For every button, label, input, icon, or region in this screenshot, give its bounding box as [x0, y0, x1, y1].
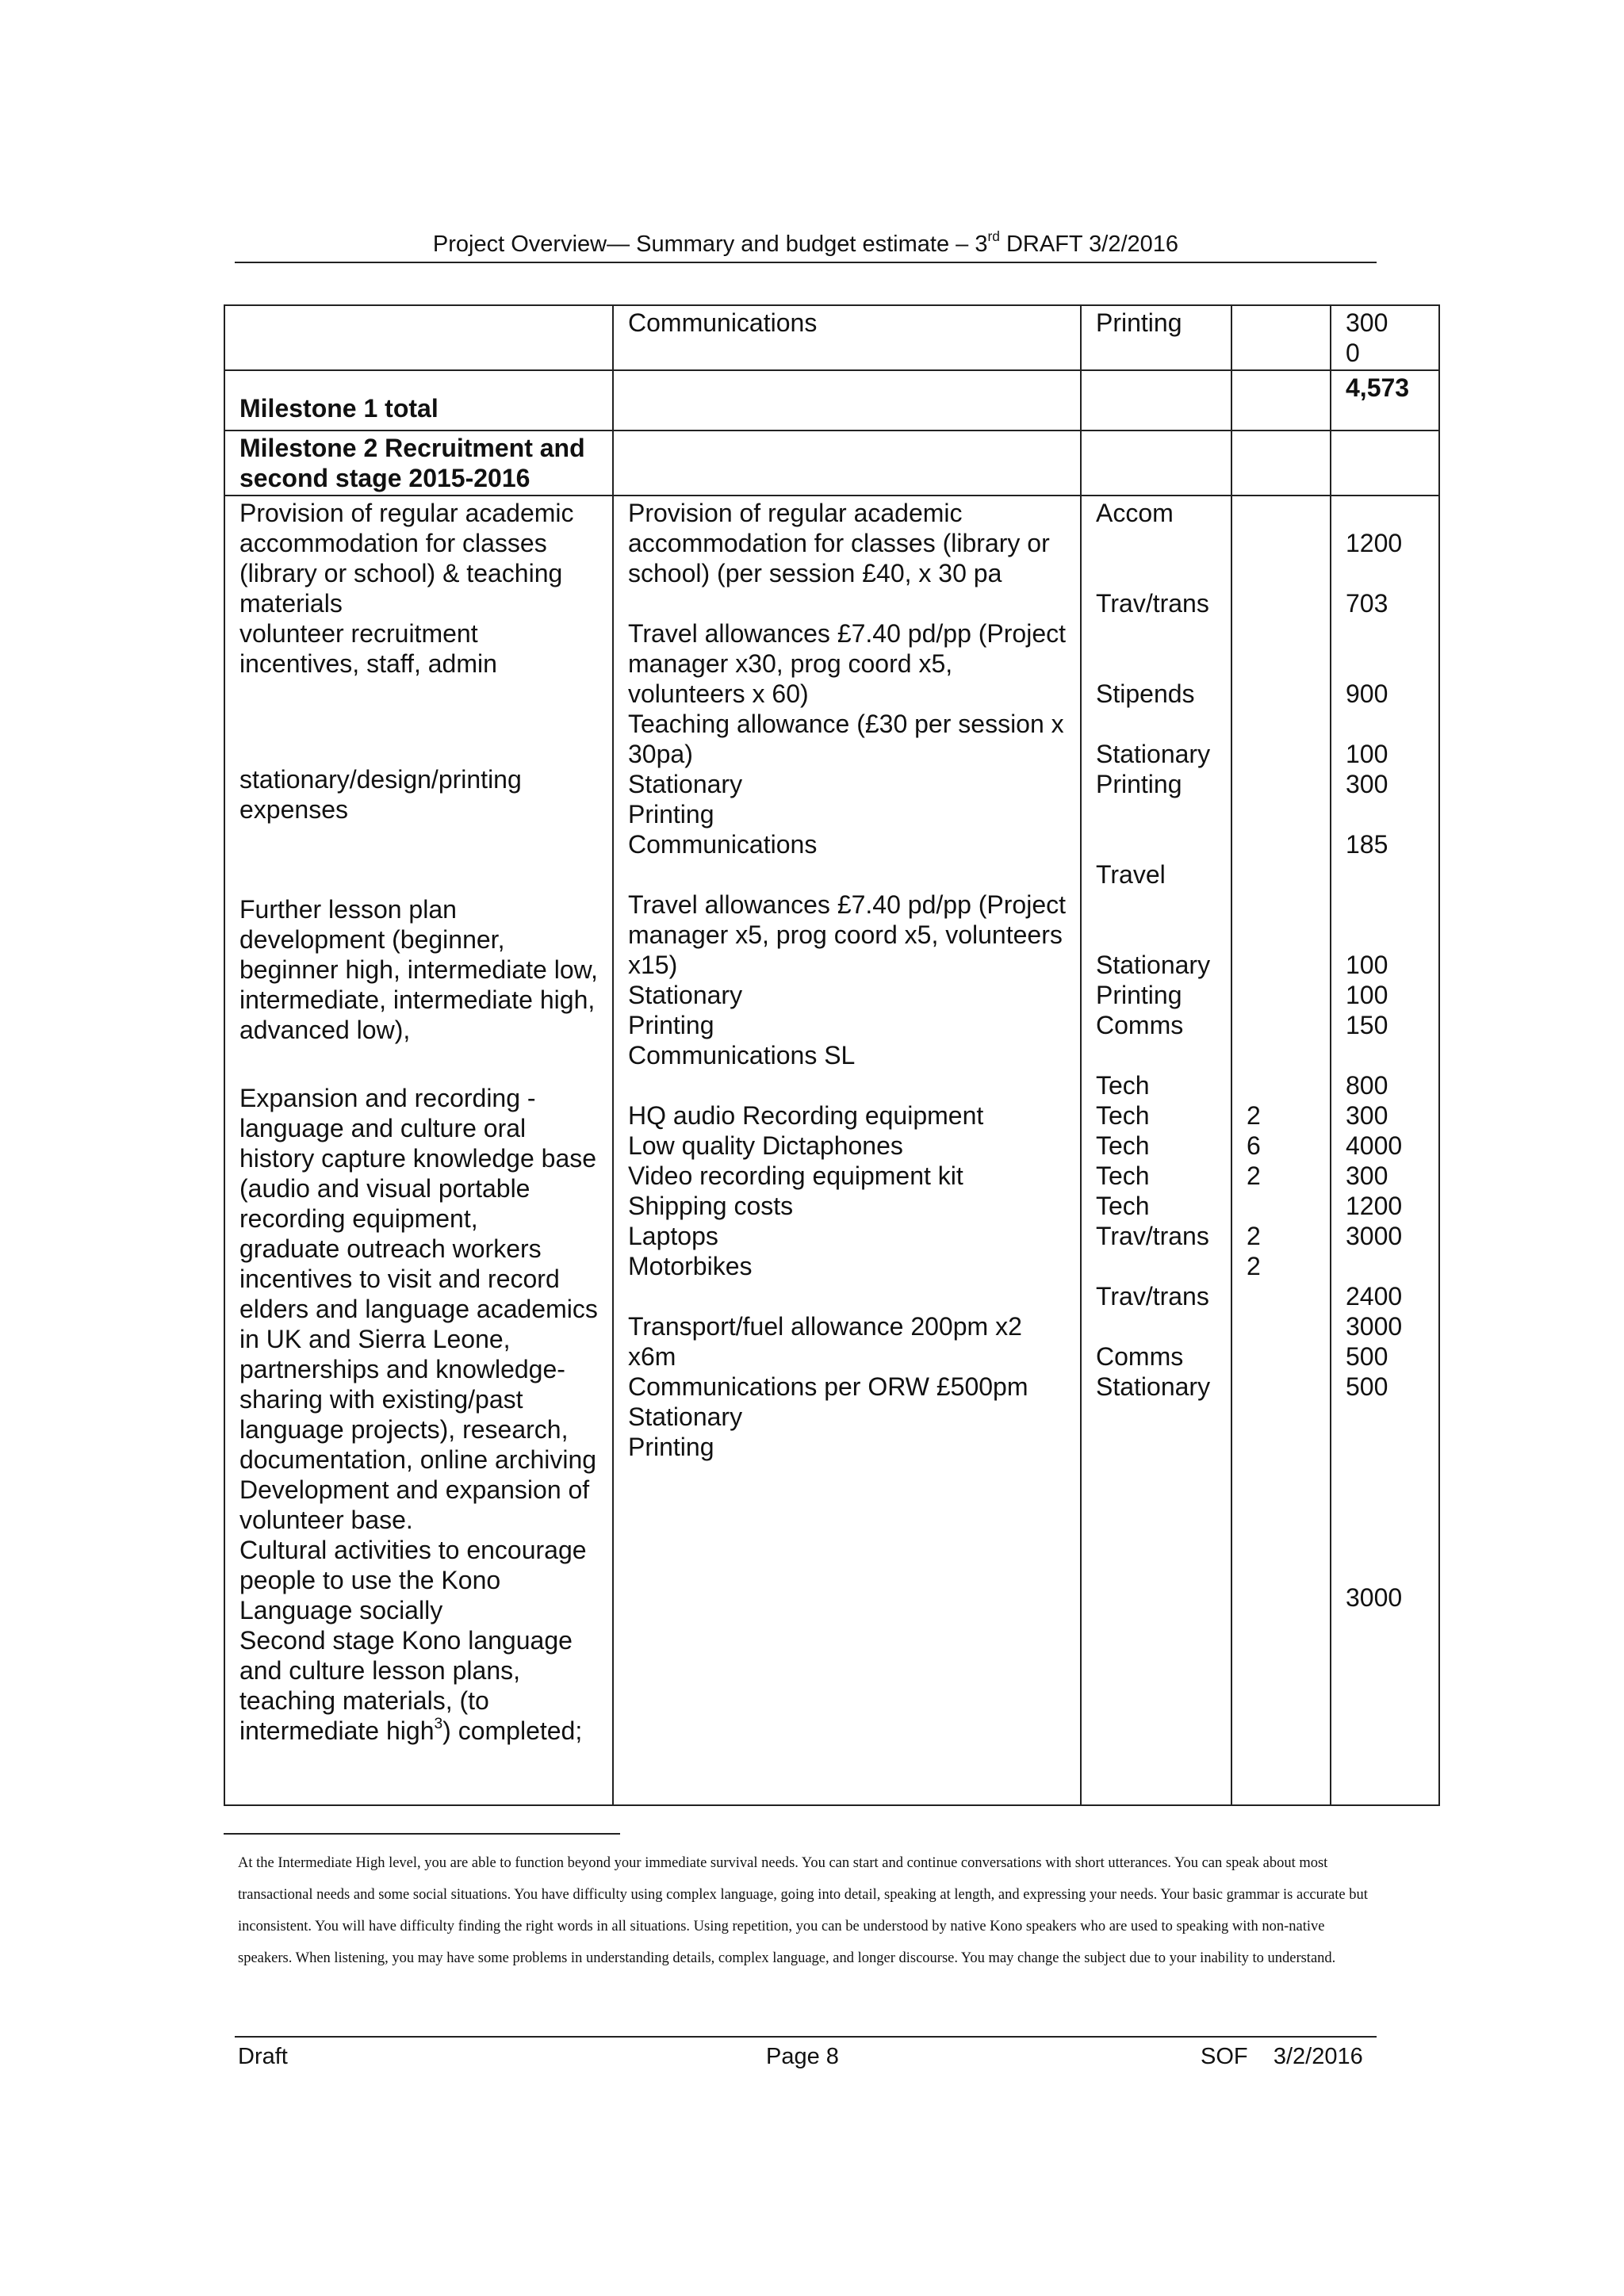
footnote-rule — [224, 1833, 620, 1835]
table-row — [224, 370, 1439, 430]
cost-stationary-1: 100 300 — [1346, 740, 1388, 798]
cost-provision: 1200 — [1346, 529, 1403, 557]
cat-stationary-comms: Stationary Printing Comms — [1096, 951, 1211, 1039]
row2-col2 — [613, 370, 1081, 430]
activity-provision: Provision of regular academic accommodation for classes (library or school) & teaching materials — [239, 499, 574, 618]
row3-col2 — [613, 430, 1081, 496]
activity-volunteer: volunteer recruitment incentives, staff, admin — [239, 619, 497, 678]
header-rule — [235, 262, 1377, 263]
activity-stationary: stationary/design/printing expenses — [239, 765, 522, 824]
quantity-column — [1231, 496, 1331, 1805]
cat-transport: Trav/trans Comms Stationary — [1096, 1282, 1211, 1401]
milestone2-heading: Milestone 2 Recruitment and second stage 2015-2016 — [224, 430, 613, 496]
footnote: At the Intermediate High level, you are able to function beyond your immediate survival needs. You can start and continue conversations with short utterances. You can speak about most transactional needs and some social situations. You have difficulty using complex language, going into detail, speaking at length, and expressing your needs. Your basic grammar is accurate but inconsistent. You will have difficulty finding the right words in all situations. Using repetition, you can be understood by native Kono speakers who are used to speaking with non-native speakers. When listening, you may have some problems in understanding details, complex language, and longer discourse. You may change the subject due to your inability to understand. — [238, 1855, 1368, 1966]
desc-stationary-1: Stationary Printing Communications — [628, 770, 818, 859]
cost-comms-1: 185 — [1346, 830, 1388, 859]
row3-col4 — [1231, 430, 1331, 496]
desc-travel-2: Travel allowances £7.40 pd/pp (Project manager x5, prog coord x5, volunteers x15) Stationary Printing Communications SL — [628, 890, 1066, 1070]
description-column — [613, 496, 1081, 1805]
footer-right: SOF 3/2/2016 — [1201, 2044, 1363, 2069]
cat-tech: Tech Tech Tech Tech Tech Trav/trans — [1096, 1071, 1209, 1250]
activity-outreach: graduate outreach workers incentives to visit and record elders and language academics in UK and Sierra Leone, partnerships and knowledge-sharing with existing/past language projects), research, documentation, online archiving Development and expansion of volunteer base. — [239, 1234, 598, 1534]
footer-page-number: Page 8 — [766, 2044, 839, 2069]
table-row — [224, 496, 1439, 1805]
table-row — [224, 430, 1439, 496]
row1-col4 — [1231, 305, 1331, 370]
desc-teaching: Teaching allowance (£30 per session x 30pa) — [628, 710, 1064, 768]
cat-travel: Travel — [1096, 860, 1166, 889]
cat-accom: Accom — [1096, 499, 1174, 527]
cost-transport: 2400 3000 500 500 — [1346, 1282, 1403, 1401]
desc-transport: Transport/fuel allowance 200pm x2 x6m Communications per ORW £500pm Stationary Printing — [628, 1312, 1028, 1461]
row1-col1 — [224, 305, 613, 370]
category-column — [1081, 496, 1231, 1805]
footer-left: Draft — [238, 2044, 288, 2069]
row3-col3 — [1081, 430, 1231, 496]
cost-column — [1331, 496, 1439, 1805]
activity-cultural: Cultural activities to encourage people to use the Kono Language socially — [239, 1536, 587, 1624]
activity-lesson-plan: Further lesson plan development (beginner, beginner high, intermediate low, intermediate, intermediate high, advanced low), — [239, 895, 598, 1044]
header-superscript: rd — [987, 228, 1000, 245]
milestone1-total-value: 4,573 — [1331, 370, 1439, 430]
budget-table — [224, 304, 1440, 1806]
footer-rule — [235, 2036, 1377, 2038]
header-prefix: Project Overview— Summary and budget estimate – 3 — [432, 232, 988, 257]
desc-equipment: HQ audio Recording equipment Low quality Dictaphones Video recording equipment kit Shipping costs Laptops Motorbikes — [628, 1101, 984, 1280]
cost-equipment: 800 300 4000 300 1200 3000 — [1346, 1071, 1403, 1250]
row1-col2: Communications — [613, 305, 1081, 370]
cost-travel-1: 703 — [1346, 589, 1388, 618]
cost-teaching: 900 — [1346, 679, 1388, 708]
header-suffix: DRAFT 3/2/2016 — [999, 232, 1179, 257]
activity-second-stage: Second stage Kono language and culture lesson plans, teaching materials, (to intermediate high$^3$) completed; — [239, 1626, 583, 1745]
cost-cultural: 3000 — [1346, 1583, 1403, 1612]
activity-column — [224, 496, 613, 1805]
row1-col5: 300 0 — [1331, 305, 1439, 370]
cat-stationary-printing: Stationary Printing — [1096, 740, 1211, 798]
cost-stationary-2: 100 100 150 — [1346, 951, 1388, 1039]
row3-col5 — [1331, 430, 1439, 496]
cat-stipends: Stipends — [1096, 679, 1195, 708]
activity-expansion: Expansion and recording - language and culture oral history capture knowledge base (audio and visual portable recording equipment, — [239, 1084, 597, 1233]
row2-col4 — [1231, 370, 1331, 430]
row1-col3: Printing — [1081, 305, 1231, 370]
cat-trav-trans: Trav/trans — [1096, 589, 1209, 618]
desc-provision: Provision of regular academic accommodation for classes (library or school) (per session £40, x 30 pa — [628, 499, 1050, 587]
qty-equipment: 2 6 2 2 2 — [1247, 1101, 1261, 1280]
page-header — [235, 228, 1377, 260]
desc-travel-1: Travel allowances £7.40 pd/pp (Project manager x30, prog coord x5, volunteers x 60) — [628, 619, 1066, 708]
milestone1-total-label: Milestone 1 total — [224, 370, 613, 430]
row2-col3 — [1081, 370, 1231, 430]
table-row — [224, 305, 1439, 370]
